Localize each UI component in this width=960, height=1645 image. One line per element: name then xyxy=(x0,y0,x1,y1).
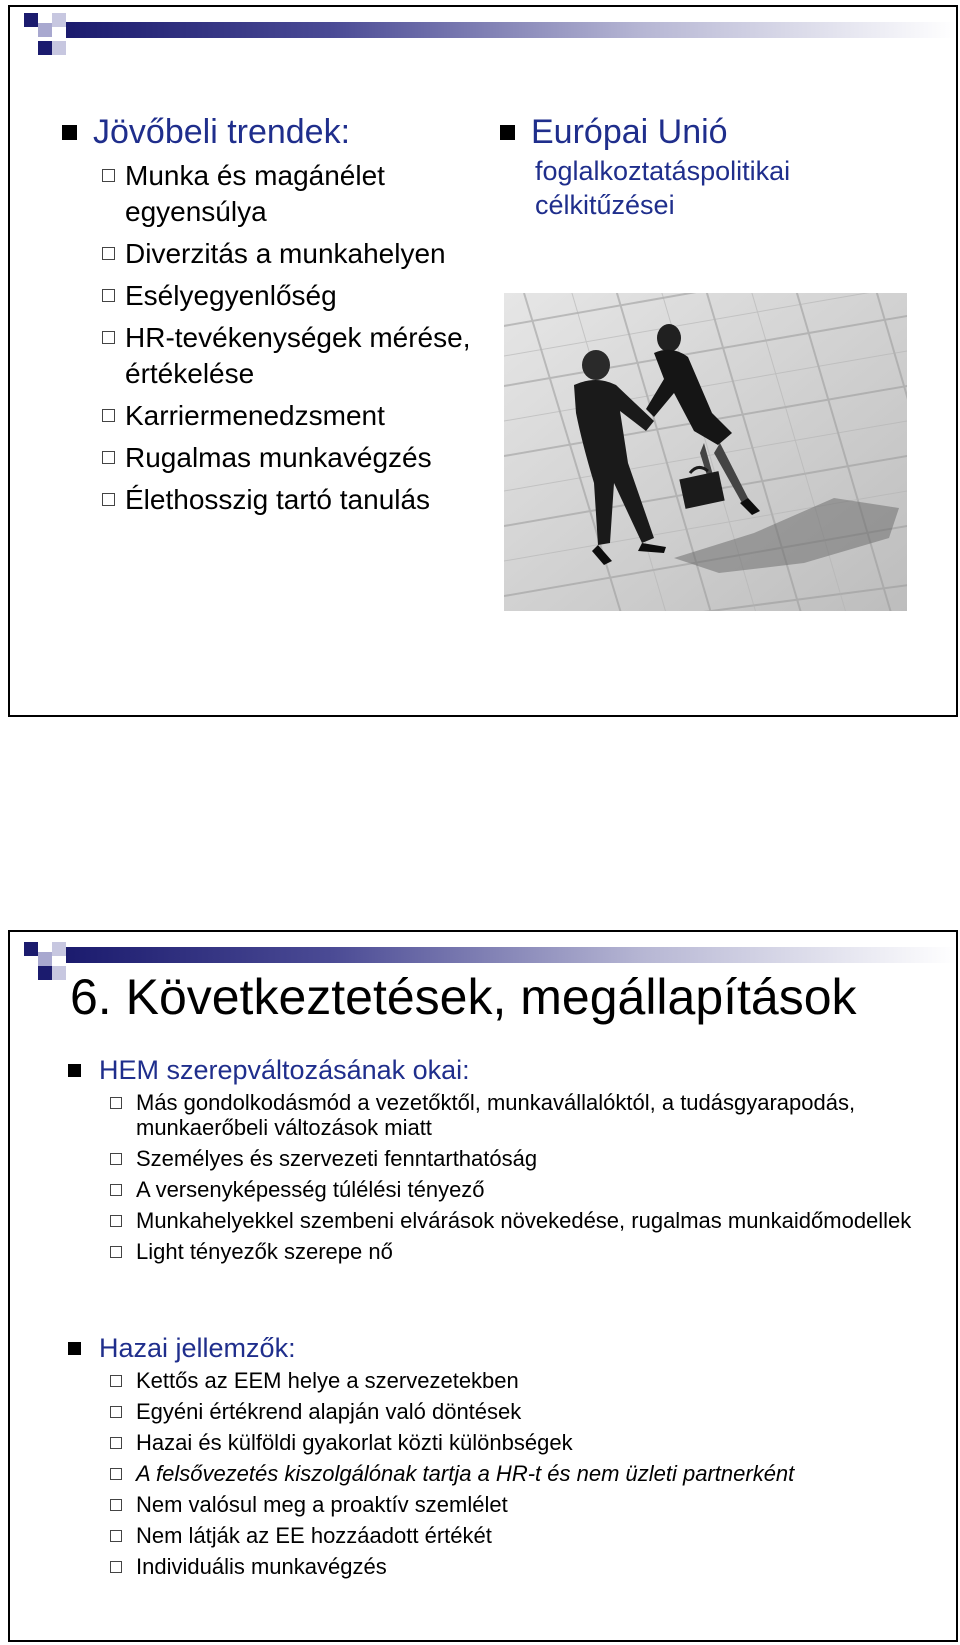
hollow-square-bullet-icon xyxy=(110,1499,122,1511)
deco-square xyxy=(38,966,52,980)
hollow-square-bullet-icon xyxy=(110,1406,122,1418)
hollow-square-bullet-icon xyxy=(110,1437,122,1449)
hem-reasons-heading: HEM szerepváltozásának okai: xyxy=(99,1055,470,1085)
list-item-text: A felsővezetés kiszolgálónak tartja a HR-t és nem üzleti partnerként xyxy=(136,1461,795,1486)
handshake-photo xyxy=(504,293,907,611)
list-item xyxy=(110,1399,928,1424)
list-item-text: Munka és magánélet egyensúlya xyxy=(125,160,385,227)
handshake-image xyxy=(504,293,907,611)
list-item-text: Individuális munkavégzés xyxy=(136,1554,387,1579)
list-item-text: Személyes és szervezeti fenntarthatóság xyxy=(136,1146,538,1171)
slide-2 xyxy=(8,930,958,1642)
list-item xyxy=(110,1208,928,1233)
list-item xyxy=(102,398,482,434)
list-item-text: Egyéni értékrend alapján való döntések xyxy=(136,1399,522,1424)
list-item-text: HR-tevékenységek mérése, értékelése xyxy=(125,322,471,389)
deco-square xyxy=(52,41,66,55)
slide-decoration xyxy=(10,7,956,57)
list-item xyxy=(102,482,482,518)
list-item xyxy=(110,1430,928,1455)
list-item xyxy=(102,278,482,314)
list-item-text: Light tényezők szerepe nő xyxy=(136,1239,393,1264)
deco-square xyxy=(52,13,66,27)
square-bullet-icon xyxy=(500,125,515,140)
hollow-square-bullet-icon xyxy=(102,493,115,506)
slide-1 xyxy=(8,5,958,717)
hollow-square-bullet-icon xyxy=(110,1561,122,1573)
hollow-square-bullet-icon xyxy=(110,1153,122,1165)
eu-block xyxy=(500,112,940,222)
list-item-text: Más gondolkodásmód a vezetőktől, munkavállalóktól, a tudásgyarapodás, munkaerőbeli változások miatt xyxy=(136,1090,856,1140)
domestic-traits-block xyxy=(68,1332,928,1585)
square-bullet-icon xyxy=(62,125,77,140)
list-item-text: Nem valósul meg a proaktív szemlélet xyxy=(136,1492,508,1517)
hollow-square-bullet-icon xyxy=(110,1375,122,1387)
hollow-square-bullet-icon xyxy=(110,1184,122,1196)
future-trends-block xyxy=(62,112,482,524)
list-item xyxy=(110,1090,928,1140)
deco-square xyxy=(24,13,38,27)
list-item-text: Nem látják az EE hozzáadott értékét xyxy=(136,1523,492,1548)
deco-square xyxy=(38,23,52,37)
list-item-text: Élethosszig tartó tanulás xyxy=(125,484,431,515)
list-item xyxy=(102,320,482,392)
list-item xyxy=(110,1177,928,1202)
hem-reasons-list xyxy=(110,1090,928,1264)
list-item xyxy=(110,1146,928,1171)
hollow-square-bullet-icon xyxy=(102,451,115,464)
list-item xyxy=(110,1492,928,1517)
hollow-square-bullet-icon xyxy=(102,169,115,182)
deco-square xyxy=(24,942,38,956)
list-item xyxy=(102,236,482,272)
list-item xyxy=(102,158,482,230)
domestic-traits-list xyxy=(110,1368,928,1579)
deco-square xyxy=(52,942,66,956)
hollow-square-bullet-icon xyxy=(110,1468,122,1480)
list-item-text: Karriermenedzsment xyxy=(125,400,385,431)
square-bullet-icon xyxy=(68,1064,81,1077)
list-item-text: Hazai és külföldi gyakorlat közti különbségek xyxy=(136,1430,573,1455)
hollow-square-bullet-icon xyxy=(102,289,115,302)
deco-square xyxy=(38,952,52,966)
deco-gradient-bar xyxy=(66,947,956,963)
list-item-text: Munkahelyekkel szembeni elvárások növekedése, rugalmas munkaidőmodellek xyxy=(136,1208,912,1233)
hollow-square-bullet-icon xyxy=(110,1246,122,1258)
future-trends-heading: Jövőbeli trendek: xyxy=(93,113,351,151)
list-item xyxy=(110,1554,928,1579)
eu-subheading-line: foglalkoztatáspolitikai xyxy=(535,156,791,186)
hollow-square-bullet-icon xyxy=(102,331,115,344)
deco-square xyxy=(38,41,52,55)
eu-subheading xyxy=(535,154,940,222)
list-item xyxy=(102,440,482,476)
list-item xyxy=(110,1523,928,1548)
list-item xyxy=(110,1239,928,1264)
square-bullet-icon xyxy=(68,1342,81,1355)
list-item xyxy=(110,1368,928,1393)
slide-title: 6. Következtetések, megállapítások xyxy=(70,969,857,1025)
eu-subheading-line: célkitűzései xyxy=(535,190,675,220)
hollow-square-bullet-icon xyxy=(110,1530,122,1542)
hem-reasons-block xyxy=(68,1054,928,1270)
hollow-square-bullet-icon xyxy=(102,409,115,422)
hollow-square-bullet-icon xyxy=(110,1215,122,1227)
hollow-square-bullet-icon xyxy=(102,247,115,260)
list-item-text: A versenyképesség túlélési tényező xyxy=(136,1177,485,1202)
list-item-text: Diverzitás a munkahelyen xyxy=(125,238,446,269)
deco-gradient-bar xyxy=(66,22,956,38)
future-trends-list xyxy=(102,158,482,518)
list-item xyxy=(110,1461,928,1486)
list-item-text: Rugalmas munkavégzés xyxy=(125,442,432,473)
domestic-traits-heading: Hazai jellemzők: xyxy=(99,1333,296,1363)
hollow-square-bullet-icon xyxy=(110,1097,122,1109)
deco-square xyxy=(52,966,66,980)
list-item-text: Esélyegyenlőség xyxy=(125,280,337,311)
eu-heading: Európai Unió xyxy=(531,113,728,151)
list-item-text: Kettős az EEM helye a szervezetekben xyxy=(136,1368,519,1393)
